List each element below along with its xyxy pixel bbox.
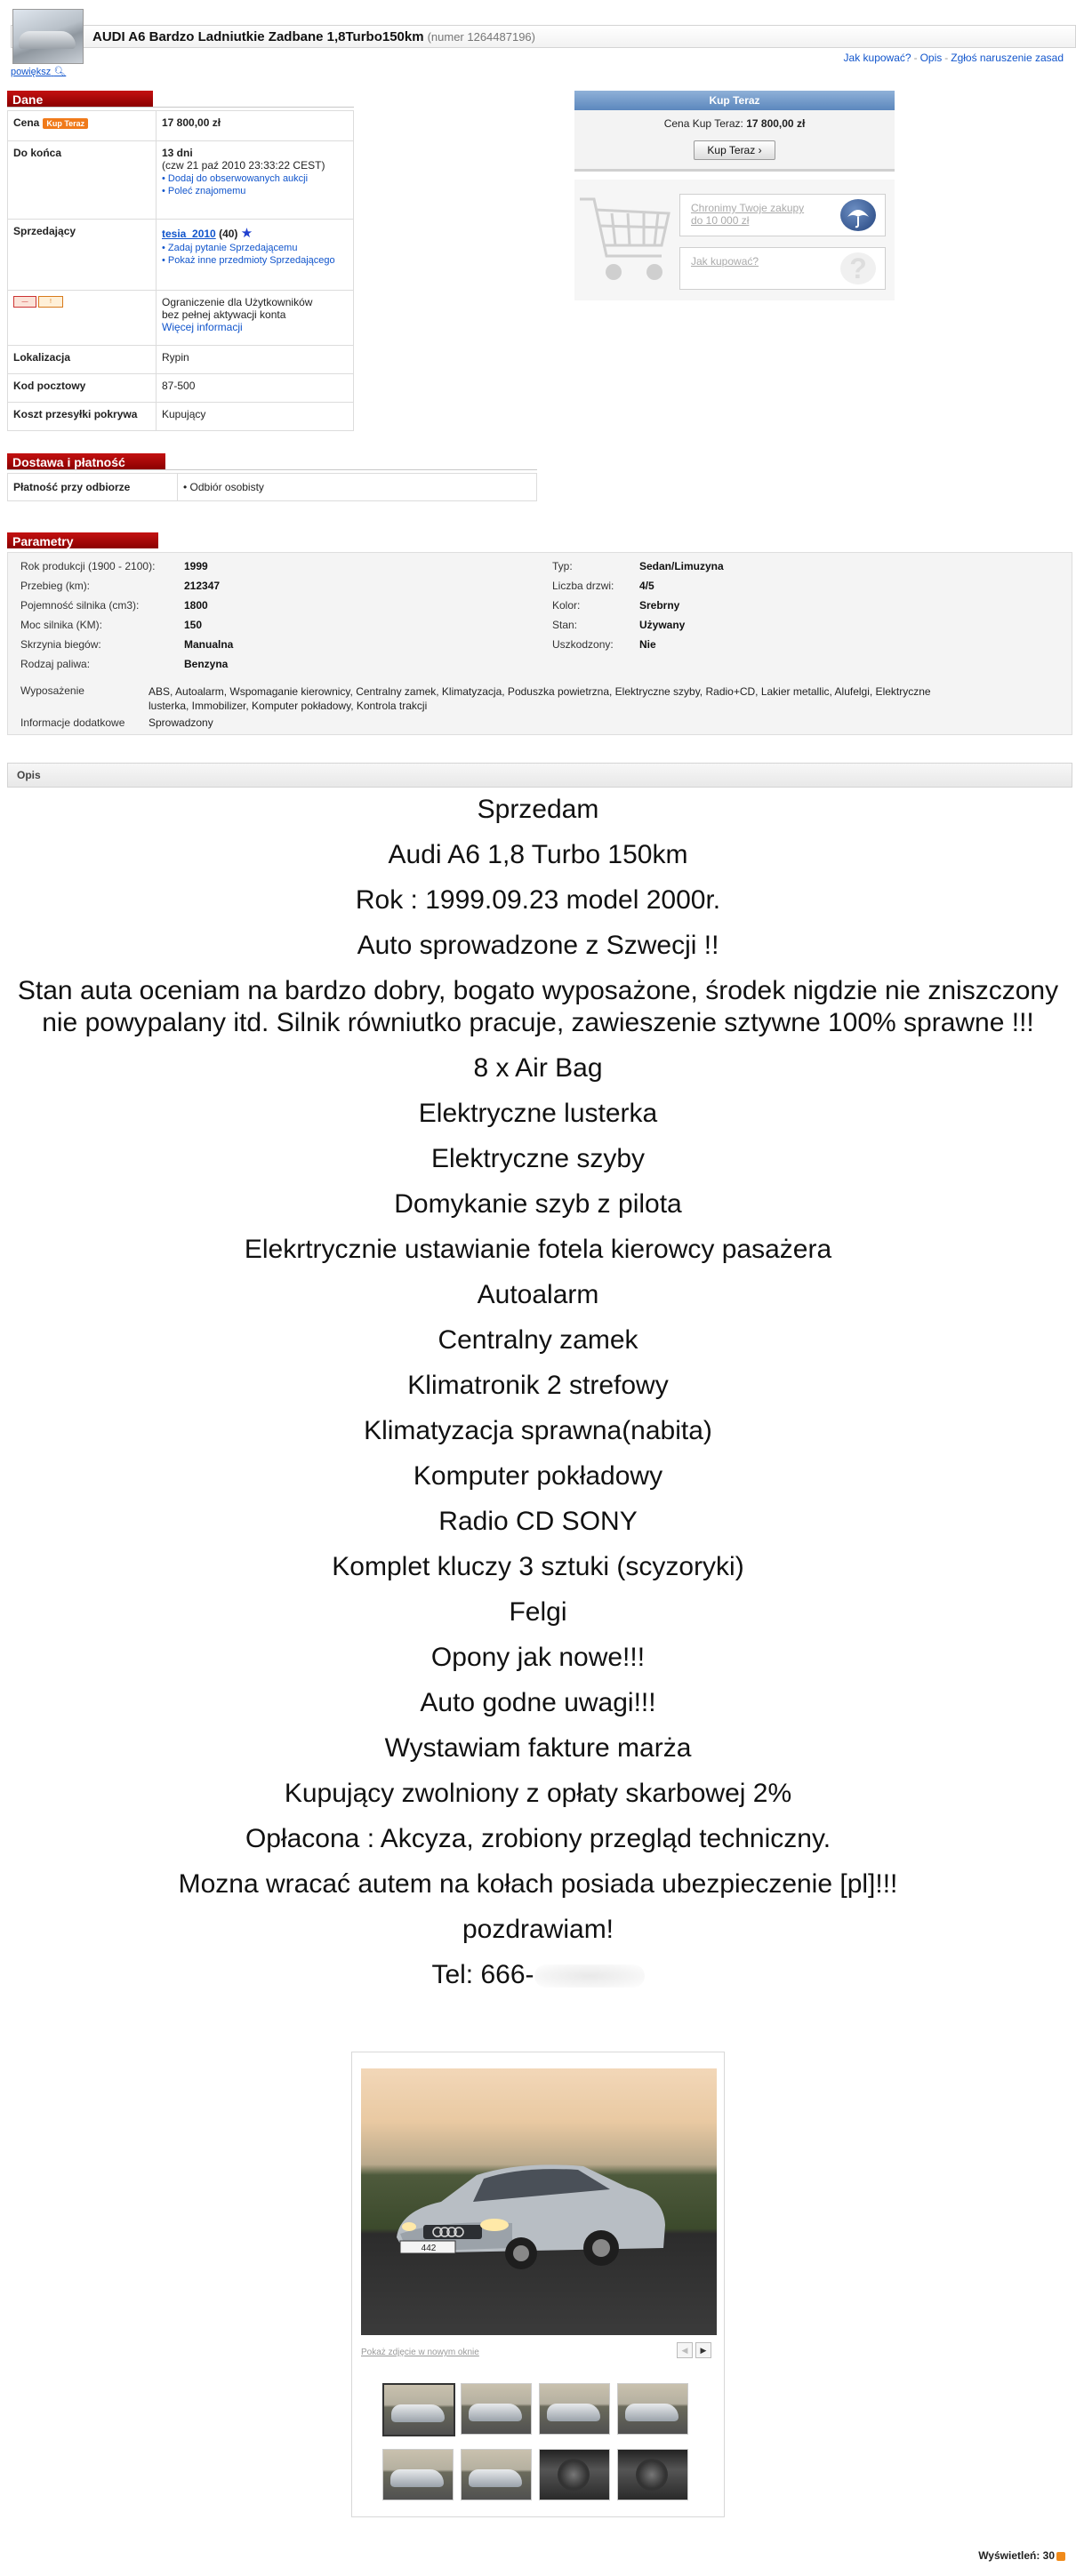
description-line: Komputer pokładowy [413, 1461, 663, 1491]
price-label: Cena Kup Teraz [8, 111, 157, 141]
description-line: Elekrtrycznie ustawianie fotela kierowcy pasażera [244, 1235, 832, 1264]
param-label: Typ: [552, 560, 573, 572]
param-value: Manualna [184, 638, 234, 651]
param-label: Stan: [552, 619, 578, 631]
enlarge-link[interactable]: powiększ 🔍︎ [11, 67, 67, 77]
view-counter: Wyświetleń: 30 [978, 2549, 1065, 2562]
top-links: Jak kupować? - Opis - Zgłoś naruszenie zasad [843, 52, 1064, 64]
car-photo [388, 2148, 672, 2273]
param-label: Moc silnika (KM): [20, 619, 103, 631]
param-value: Nie [639, 638, 656, 651]
param-label: Liczba drzwi: [552, 580, 614, 592]
description-line: Audi A6 1,8 Turbo 150km [388, 840, 688, 869]
description-line: Sprzedam [477, 795, 599, 824]
param-label: Pojemność silnika (cm3): [20, 599, 140, 612]
restriction-icons [13, 296, 150, 308]
parameters-box [7, 552, 1072, 735]
seller-label: Sprzedający [8, 220, 157, 291]
time-left-label: Do końca [8, 141, 157, 220]
restriction-icon: — [13, 296, 36, 308]
rss-icon [1056, 2552, 1065, 2561]
promo-area [574, 180, 895, 300]
thumbnail[interactable] [539, 2449, 610, 2500]
blurred-phone [534, 1964, 645, 1988]
buy-now-header: Kup Teraz [574, 91, 895, 110]
description-line: Klimatronik 2 strefowy [407, 1371, 669, 1400]
section-dane: Dane [7, 91, 153, 107]
location-value: Rypin [157, 346, 354, 374]
seller-name[interactable]: tesia_2010 [162, 228, 216, 240]
description-line: Centralny zamek [438, 1325, 638, 1355]
photo-nav [677, 2342, 711, 2358]
postal-code-label: Kod pocztowy [8, 374, 157, 403]
param-value: 150 [184, 619, 203, 631]
details-table [7, 110, 354, 431]
param-value: Srebrny [639, 599, 680, 612]
description-line: Auto sprowadzone z Szwecji !! [357, 931, 719, 960]
thumbnail[interactable] [461, 2383, 532, 2435]
question-icon: ? [840, 252, 876, 284]
price-value: 17 800,00 zł [157, 111, 354, 141]
description-line: Opłacona : Akcyza, zrobiony przegląd techniczny. [245, 1824, 831, 1853]
description-line: Kupujący zwolniony z opłaty skarbowej 2% [284, 1779, 792, 1808]
param-value: Używany [639, 619, 686, 631]
param-value: 1800 [184, 599, 208, 612]
description-line: Elektryczne lusterka [418, 1099, 658, 1128]
star-icon: ★ [240, 226, 253, 241]
extra-info-label: Informacje dodatkowe [20, 716, 125, 729]
equipment-label: Wyposażenie [20, 684, 84, 697]
description-line: Wystawiam fakture marża [384, 1733, 692, 1763]
param-label: Kolor: [552, 599, 581, 612]
postal-code-value: 87-500 [157, 374, 354, 403]
param-value: Sedan/Limuzyna [639, 560, 724, 572]
payment-label: Płatność przy odbiorze [8, 474, 178, 501]
protection-promo[interactable]: Chronimy Twoje zakupy do 10 000 zł [679, 194, 886, 236]
description-line: Felgi [509, 1597, 567, 1627]
prev-arrow-icon[interactable]: ◀ [677, 2342, 693, 2358]
add-observed-link[interactable]: • Dodaj do obserwowanych aukcji [162, 173, 309, 184]
thumbnail[interactable] [617, 2383, 688, 2435]
ask-seller-link[interactable]: • Zadaj pytanie Sprzedającemu [162, 243, 298, 253]
description-text [0, 794, 1076, 2004]
shipping-cost-value: Kupujący [157, 403, 354, 431]
buy-now-badge: Kup Teraz [43, 118, 88, 129]
thumbnail[interactable] [617, 2449, 688, 2500]
main-thumbnail[interactable] [12, 9, 84, 64]
section-delivery: Dostawa i płatność [7, 453, 165, 469]
param-label: Rodzaj paliwa: [20, 658, 91, 670]
warning-icon: ! [38, 296, 63, 308]
param-value: Benzyna [184, 658, 229, 670]
thumbnail[interactable] [461, 2449, 532, 2500]
umbrella-icon [840, 199, 876, 231]
description-line: Elektryczne szyby [430, 1144, 646, 1173]
how-to-buy-link[interactable]: Jak kupować? [843, 52, 911, 64]
page-title: AUDI A6 Bardzo Ladniutkie Zadbane 1,8Turbo150km (numer 1264487196) [92, 29, 535, 44]
section-parameters: Parametry [7, 532, 158, 548]
tab-description[interactable]: Opis [7, 763, 1072, 788]
time-left-days: 13 dni [162, 147, 193, 159]
param-label: Skrzynia biegów: [20, 638, 101, 651]
thumbnail[interactable] [382, 2449, 454, 2500]
description-line: Rok : 1999.09.23 model 2000r. [355, 885, 721, 915]
next-arrow-icon[interactable]: ▶ [695, 2342, 711, 2358]
description-line: Opony jak nowe!!! [430, 1643, 646, 1672]
equipment-value: ABS, Autoalarm, Wspomaganie kierownicy, Centralny zamek, Klimatyzacja, Poduszka powietrzna, Elektryczne szyby, Radio+CD, Lakier metallic, Alufelgi, Elektryczne lusterka, Immobilizer, Komputer pokładowy, Kontrola trakcji [149, 685, 931, 712]
buy-now-box [574, 91, 895, 172]
auction-number: (numer 1264487196) [427, 30, 535, 44]
description-line: Stan auta oceniam na bardzo dobry, bogato wyposażone, środek nigdzie nie zniszczony nie powypalany itd. Silnik równiutko pracuje, zawieszenie sztywne 100% sprawne !!! [17, 976, 1059, 1037]
param-value: 4/5 [639, 580, 654, 592]
report-link[interactable]: Zgłoś naruszenie zasad [951, 52, 1064, 64]
param-value: 212347 [184, 580, 221, 592]
description-line: Auto godne uwagi!!! [420, 1688, 656, 1717]
shipping-cost-label: Koszt przesyłki pokrywa [8, 403, 157, 431]
description-line: pozdrawiam! [462, 1915, 614, 1944]
how-to-buy-promo[interactable]: Jak kupować? ? [679, 247, 886, 290]
thumbnail[interactable] [382, 2383, 455, 2436]
more-info-link[interactable]: Więcej informacji [162, 321, 243, 333]
seller-rating: (40) [219, 228, 238, 240]
description-line: Domykanie szyb z pilota [394, 1189, 682, 1219]
restriction-line-1: Ograniczenie dla Użytkowników [162, 296, 313, 308]
magnifier-icon: 🔍︎ [53, 67, 67, 77]
photo-gallery [351, 2052, 725, 2517]
other-items-link[interactable]: • Pokaż inne przedmioty Sprzedającego [162, 255, 335, 266]
description-line: Klimatyzacja sprawna(nabita) [364, 1416, 712, 1445]
description-line: 8 x Air Bag [473, 1053, 603, 1083]
param-label: Przebieg (km): [20, 580, 91, 592]
location-label: Lokalizacja [8, 346, 157, 374]
param-label: Rok produkcji (1900 - 2100): [20, 560, 156, 572]
description-line: Mozna wracać autem na kołach posiada ubezpieczenie [pl]!!! [178, 1869, 898, 1899]
shopping-cart-icon [576, 187, 674, 293]
delivery-table [7, 473, 537, 501]
recommend-link[interactable]: • Poleć znajomemu [162, 186, 246, 196]
description-line: Radio CD SONY [438, 1507, 638, 1536]
open-photo-link[interactable]: Pokaż zdjęcie w nowym oknie [361, 2348, 479, 2357]
main-photo[interactable] [361, 2068, 717, 2335]
buy-now-price: Cena Kup Teraz: 17 800,00 zł [663, 117, 806, 130]
end-date: (czw 21 paź 2010 23:33:22 CEST) [162, 159, 325, 172]
extra-info-value: Sprowadzony [149, 716, 213, 729]
restriction-line-2: bez pełnej aktywacji konta [162, 308, 286, 321]
description-line: Komplet kluczy 3 sztuki (scyzoryki) [332, 1552, 744, 1581]
buy-now-button[interactable]: Kup Teraz › [694, 140, 775, 160]
param-label: Uszkodzony: [552, 638, 614, 651]
description-line: Autoalarm [477, 1280, 599, 1309]
description-link[interactable]: Opis [919, 52, 943, 64]
phone-line: Tel: 666- [0, 1959, 1076, 1991]
svg-text:442: 442 [421, 2244, 437, 2253]
thumbnail[interactable] [539, 2383, 610, 2435]
payment-value: • Odbiór osobisty [178, 474, 537, 501]
param-value: 1999 [184, 560, 208, 572]
